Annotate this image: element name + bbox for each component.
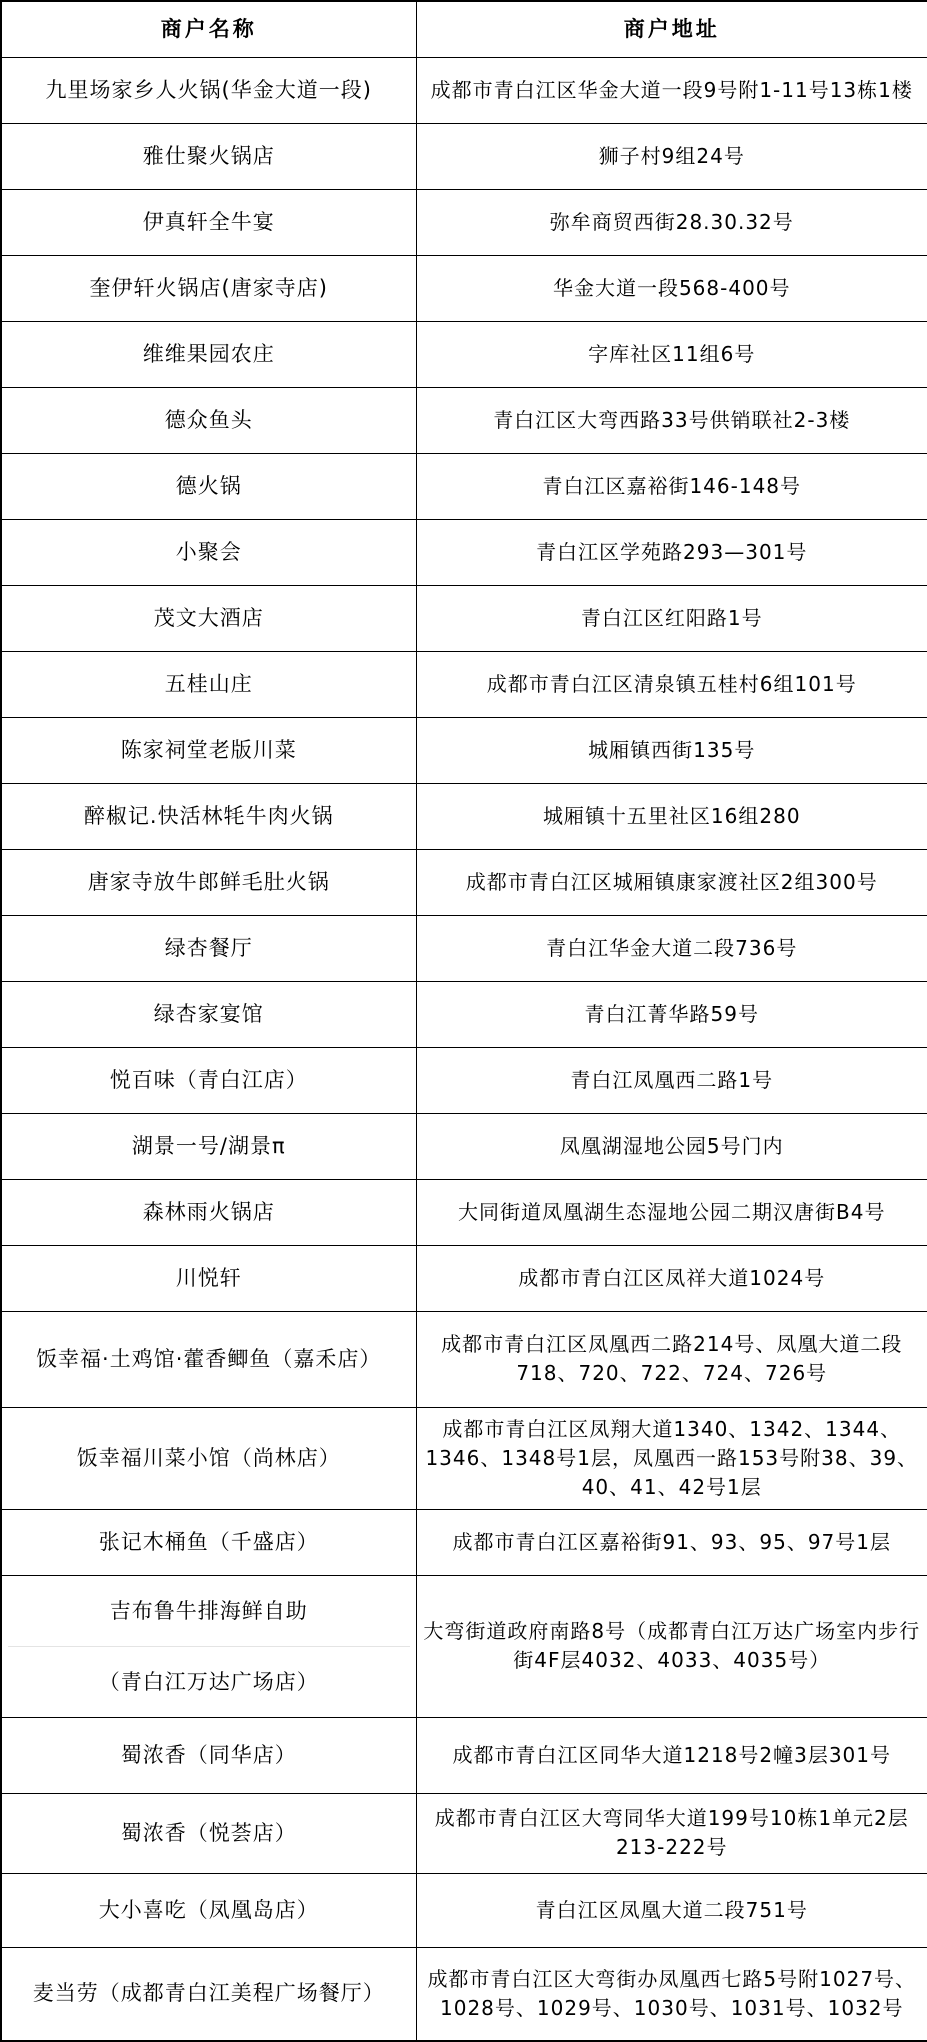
table-row: [1, 717, 927, 783]
merchant-name: 德火锅: [1, 453, 416, 519]
header-merchant-name: 商户名称: [1, 1, 416, 57]
merchant-address: 成都市青白江区凤祥大道1024号: [416, 1245, 927, 1311]
table-row: [1, 1047, 927, 1113]
merchant-name: 绿杏餐厅: [1, 915, 416, 981]
merchant-name: 唐家寺放牛郎鲜毛肚火锅: [1, 849, 416, 915]
merchant-name: 蜀浓香（同华店）: [1, 1717, 416, 1793]
table-row: [1, 255, 927, 321]
merchant-address: 凤凰湖湿地公园5号门内: [416, 1113, 927, 1179]
merchant-address: 城厢镇十五里社区16组280: [416, 783, 927, 849]
table-row: [1, 585, 927, 651]
merchant-address: 成都市青白江区清泉镇五桂村6组101号: [416, 651, 927, 717]
merchant-address: 成都市青白江区大弯街办凤凰西七路5号附1027号、1028号、1029号、1030号、1031号、1032号: [416, 1947, 927, 2041]
table-row: [1, 189, 927, 255]
table-row: [1, 1873, 927, 1947]
merchant-name: 大小喜吃（凤凰岛店）: [1, 1873, 416, 1947]
table-row: [1, 519, 927, 585]
table-row: [1, 1947, 927, 2041]
merchant-name: 醉椒记.快活林牦牛肉火锅: [1, 783, 416, 849]
table-header-row: [1, 1, 927, 57]
merchant-address: 成都市青白江区华金大道一段9号附1-11号13栋1楼: [416, 57, 927, 123]
merchant-address: 大同街道凤凰湖生态湿地公园二期汉唐街B4号: [416, 1179, 927, 1245]
table-row: [1, 453, 927, 519]
merchant-address: 字库社区11组6号: [416, 321, 927, 387]
table-row: [1, 783, 927, 849]
merchant-address: 青白江凤凰西二路1号: [416, 1047, 927, 1113]
merchant-name: 张记木桶鱼（千盛店）: [1, 1509, 416, 1575]
merchant-name: 蜀浓香（悦荟店）: [1, 1793, 416, 1873]
table-row: [1, 123, 927, 189]
merchant-address: 青白江区嘉裕街146-148号: [416, 453, 927, 519]
merchant-name: 小聚会: [1, 519, 416, 585]
merchant-name: 九里场家乡人火锅(华金大道一段): [1, 57, 416, 123]
table-row: [1, 1717, 927, 1793]
merchant-address: 成都市青白江区大弯同华大道199号10栋1单元2层213-222号: [416, 1793, 927, 1873]
merchant-name: 茂文大酒店: [1, 585, 416, 651]
table-row: [1, 981, 927, 1047]
merchant-name: 悦百味（青白江店）: [1, 1047, 416, 1113]
table-row: [1, 1509, 927, 1575]
merchant-address: 成都市青白江区凤翔大道1340、1342、1344、1346、1348号1层，凤凰西一路153号附38、39、40、41、42号1层: [416, 1407, 927, 1509]
merchant-name-line-2: （青白江万达广场店）: [98, 1669, 319, 1694]
table-row: [1, 849, 927, 915]
merchant-name: 饭幸福·土鸡馆·藿香鲫鱼（嘉禾店）: [1, 1311, 416, 1407]
table-row: [1, 1113, 927, 1179]
header-merchant-address: 商户地址: [416, 1, 927, 57]
merchant-address: 成都市青白江区同华大道1218号2幢3层301号: [416, 1717, 927, 1793]
table-row: [1, 387, 927, 453]
table-row: [1, 915, 927, 981]
table-row: [1, 1407, 927, 1509]
table-row: [1, 1179, 927, 1245]
merchant-address: 成都市青白江区嘉裕街91、93、95、97号1层: [416, 1509, 927, 1575]
merchant-name: 麦当劳（成都青白江美程广场餐厅）: [1, 1947, 416, 2041]
merchant-address: 青白江区学苑路293—301号: [416, 519, 927, 585]
merchant-address: 华金大道一段568-400号: [416, 255, 927, 321]
merchant-name-line-1: 吉布鲁牛排海鲜自助: [8, 1576, 410, 1647]
merchant-name: 川悦轩: [1, 1245, 416, 1311]
merchant-name: 五桂山庄: [1, 651, 416, 717]
table-row: [1, 1311, 927, 1407]
table-row: [1, 57, 927, 123]
merchant-address: 城厢镇西街135号: [416, 717, 927, 783]
merchant-name: 奎伊轩火锅店(唐家寺店): [1, 255, 416, 321]
merchant-address: 青白江区大弯西路33号供销联社2-3楼: [416, 387, 927, 453]
table-row: [1, 1245, 927, 1311]
merchant-address: 成都市青白江区城厢镇康家渡社区2组300号: [416, 849, 927, 915]
table-row: [1, 321, 927, 387]
merchant-address: 弥牟商贸西街28.30.32号: [416, 189, 927, 255]
merchant-name: 伊真轩全牛宴: [1, 189, 416, 255]
merchant-address: 青白江菁华路59号: [416, 981, 927, 1047]
merchant-address: 成都市青白江区凤凰西二路214号、凤凰大道二段718、720、722、724、726号: [416, 1311, 927, 1407]
merchant-name: 雅仕聚火锅店: [1, 123, 416, 189]
merchant-address: 大弯街道政府南路8号（成都青白江万达广场室内步行街4F层4032、4033、4035号）: [416, 1575, 927, 1717]
merchant-address: 青白江区凤凰大道二段751号: [416, 1873, 927, 1947]
merchant-address: 青白江区红阳路1号: [416, 585, 927, 651]
table-row: [1, 1575, 927, 1717]
merchant-name: 陈家祠堂老版川菜: [1, 717, 416, 783]
merchant-name: 森林雨火锅店: [1, 1179, 416, 1245]
merchant-name: 饭幸福川菜小馆（尚林店）: [1, 1407, 416, 1509]
merchant-name: 湖景一号/湖景π: [1, 1113, 416, 1179]
merchant-name: 绿杏家宴馆: [1, 981, 416, 1047]
table-row: [1, 1793, 927, 1873]
merchant-name: [1, 1575, 416, 1717]
merchant-name: 维维果园农庄: [1, 321, 416, 387]
merchant-address: 狮子村9组24号: [416, 123, 927, 189]
merchant-name: 德众鱼头: [1, 387, 416, 453]
merchant-address: 青白江华金大道二段736号: [416, 915, 927, 981]
table-row: [1, 651, 927, 717]
